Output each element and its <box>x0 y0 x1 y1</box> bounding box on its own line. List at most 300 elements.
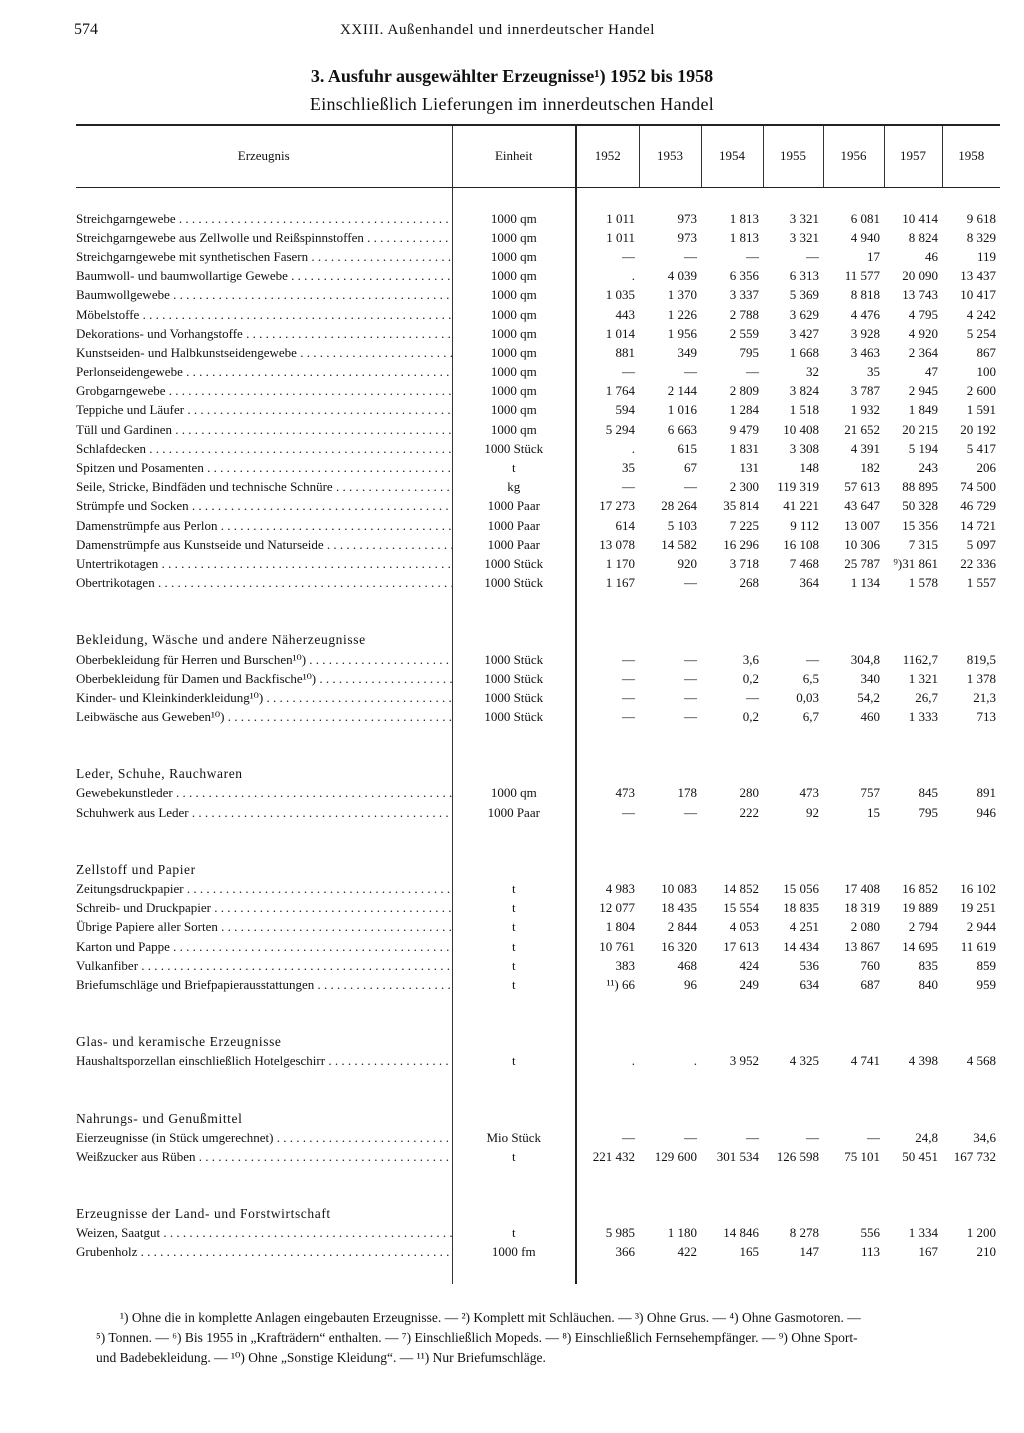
value-cell: 1 180 <box>667 1225 697 1241</box>
value-cell: 473 <box>576 784 639 803</box>
table-row <box>76 975 1000 994</box>
unit-cell: 1000 Stück <box>452 554 576 573</box>
value-cell: 3 928 <box>850 325 880 341</box>
table-row <box>76 401 1000 420</box>
row-label: Weizen, Saatgut . . . <box>76 1224 452 1243</box>
value-cell: ⁹)31 861 <box>893 555 938 571</box>
unit-cell: 1000 qm <box>452 209 576 228</box>
value-cell: 4 398 <box>908 1053 938 1069</box>
value-cell: 6 663 <box>667 421 697 437</box>
value-cell: — <box>576 478 639 497</box>
value-cell: 7 225 <box>729 517 759 533</box>
spacer-row <box>76 727 1000 765</box>
value-cell: 1 321 <box>908 670 938 686</box>
value-cell: 8 329 <box>966 229 996 245</box>
value-cell: — <box>684 575 697 591</box>
unit-cell: 1000 Stück <box>452 669 576 688</box>
spacer-cell <box>452 593 576 631</box>
value-cell: 4 983 <box>576 879 639 898</box>
spacer-cell <box>76 995 452 1033</box>
spacer-cell <box>823 727 884 765</box>
spacer-cell <box>76 1167 452 1205</box>
value-cell: 473 <box>799 785 819 801</box>
spacer-row <box>76 822 1000 860</box>
value-cell: 249 <box>739 976 759 992</box>
value-cell <box>942 765 1000 784</box>
value-cell <box>701 860 763 879</box>
row-label: Untertrikotagen . . . <box>76 554 452 573</box>
table-row <box>76 803 1000 822</box>
page-number: 574 <box>74 21 98 38</box>
spacer-cell <box>942 822 1000 860</box>
value-cell: 3 824 <box>789 383 819 399</box>
spacer-row <box>76 995 1000 1033</box>
value-cell: 13 437 <box>960 268 996 284</box>
value-cell: 13 867 <box>844 938 880 954</box>
value-cell: 12 077 <box>576 899 639 918</box>
value-cell <box>823 1033 884 1052</box>
value-cell <box>639 631 701 650</box>
value-cell: 2 600 <box>966 383 996 399</box>
value-cell: 21,3 <box>973 689 996 705</box>
value-cell: 1 011 <box>576 228 639 247</box>
value-cell: 280 <box>739 785 759 801</box>
value-cell <box>576 860 639 879</box>
value-cell: 15 056 <box>783 881 819 897</box>
unit-cell: 1000 qm <box>452 784 576 803</box>
row-label: Haushaltsporzellan einschließlich Hotelgeschirr . . . <box>76 1052 452 1071</box>
spacer-cell <box>942 593 1000 631</box>
unit-cell <box>452 1205 576 1224</box>
value-cell: 2 364 <box>908 344 938 360</box>
value-cell: 1 370 <box>667 287 697 303</box>
value-cell: 845 <box>918 785 938 801</box>
value-cell: 1 813 <box>729 229 759 245</box>
value-cell: 119 319 <box>777 479 819 495</box>
value-cell: 75 101 <box>844 1148 880 1164</box>
spacer-cell <box>763 1071 823 1109</box>
value-cell: 167 <box>918 1244 938 1260</box>
table-row <box>76 688 1000 707</box>
value-cell: 1 035 <box>576 286 639 305</box>
unit-cell: Mio Stück <box>452 1128 576 1147</box>
value-cell: 5 985 <box>576 1224 639 1243</box>
spacer-cell <box>639 995 701 1033</box>
spacer-cell <box>701 593 763 631</box>
value-cell <box>701 631 763 650</box>
spacer-cell <box>701 1262 763 1284</box>
spacer-cell <box>884 1167 942 1205</box>
value-cell: 1 849 <box>908 402 938 418</box>
table-row <box>76 956 1000 975</box>
value-cell: 100 <box>976 364 996 380</box>
table-row <box>76 535 1000 554</box>
value-cell: 14 434 <box>783 938 819 954</box>
value-cell: 210 <box>976 1244 996 1260</box>
value-cell: 18 435 <box>661 900 697 916</box>
spacer-cell <box>942 1167 1000 1205</box>
value-cell: 1 378 <box>966 670 996 686</box>
spacer-cell <box>823 822 884 860</box>
value-cell <box>763 1109 823 1128</box>
value-cell: 19 889 <box>902 900 938 916</box>
value-cell: 3 427 <box>789 325 819 341</box>
section-row <box>76 1033 1000 1052</box>
value-cell: 129 600 <box>654 1148 697 1164</box>
value-cell: 206 <box>976 460 996 476</box>
value-cell: 14 695 <box>902 938 938 954</box>
spacer-row <box>76 593 1000 631</box>
value-cell: 20 192 <box>960 421 996 437</box>
unit-cell: 1000 qm <box>452 286 576 305</box>
value-cell: 4 920 <box>908 325 938 341</box>
value-cell: 1 170 <box>576 554 639 573</box>
table-row <box>76 1243 1000 1262</box>
spacer-cell <box>452 822 576 860</box>
value-cell: — <box>746 1129 759 1145</box>
row-label: Briefumschläge und Briefpapierausstattungen . . . <box>76 975 452 994</box>
row-label: Grubenholz . . . <box>76 1243 452 1262</box>
spacer-cell <box>452 1167 576 1205</box>
value-cell: 304,8 <box>850 651 880 667</box>
value-cell: 5 103 <box>667 517 697 533</box>
value-cell: 366 <box>576 1243 639 1262</box>
value-cell <box>823 860 884 879</box>
value-cell: 2 844 <box>667 919 697 935</box>
unit-cell: 1000 qm <box>452 343 576 362</box>
row-label: Spitzen und Posamenten . . . <box>76 458 452 477</box>
value-cell: 4 940 <box>850 229 880 245</box>
value-cell: 119 <box>976 248 996 264</box>
table-row <box>76 650 1000 669</box>
value-cell: 2 945 <box>908 383 938 399</box>
value-cell: 0,03 <box>796 689 819 705</box>
spacer-cell <box>576 822 639 860</box>
value-cell: 5 194 <box>908 440 938 456</box>
value-cell: ¹¹) 66 <box>576 975 639 994</box>
header-unit: Einheit <box>452 125 576 187</box>
spacer-cell <box>884 727 942 765</box>
value-cell: . <box>576 267 639 286</box>
section-label: Glas- und keramische Erzeugnisse <box>76 1034 282 1050</box>
value-cell: — <box>576 650 639 669</box>
value-cell: 1 831 <box>729 440 759 456</box>
section-label: Leder, Schuhe, Rauchwaren <box>76 766 243 782</box>
value-cell: 2 080 <box>850 919 880 935</box>
value-cell: 2 794 <box>908 919 938 935</box>
value-cell: — <box>576 1128 639 1147</box>
spacer-cell <box>884 1071 942 1109</box>
row-label: Vulkanfiber . . . <box>76 956 452 975</box>
value-cell: 18 835 <box>783 900 819 916</box>
value-cell: 3 337 <box>729 287 759 303</box>
spacer-cell <box>823 1167 884 1205</box>
value-cell: 1 813 <box>729 210 759 226</box>
value-cell <box>763 1205 823 1224</box>
spacer-cell <box>576 995 639 1033</box>
value-cell: 4 795 <box>908 306 938 322</box>
value-cell: 178 <box>677 785 697 801</box>
value-cell: 3 321 <box>789 229 819 245</box>
value-cell: 35 814 <box>723 498 759 514</box>
header-year: 1955 <box>763 125 823 187</box>
spacer-cell <box>576 187 639 209</box>
value-cell <box>823 1205 884 1224</box>
value-cell: 4 391 <box>850 440 880 456</box>
value-cell: 18 319 <box>844 900 880 916</box>
value-cell: 867 <box>976 344 996 360</box>
value-cell: 946 <box>976 804 996 820</box>
value-cell: 11 619 <box>960 938 996 954</box>
spacer-cell <box>452 1071 576 1109</box>
value-cell: 536 <box>799 957 819 973</box>
spacer-cell <box>763 727 823 765</box>
value-cell: 349 <box>677 344 697 360</box>
value-cell: 1 334 <box>908 1225 938 1241</box>
value-cell <box>763 1033 823 1052</box>
section-row <box>76 631 1000 650</box>
spacer-cell <box>639 1262 701 1284</box>
value-cell: 13 007 <box>844 517 880 533</box>
value-cell: — <box>684 364 697 380</box>
spacer-cell <box>76 1071 452 1109</box>
table-row <box>76 708 1000 727</box>
spacer-cell <box>884 822 942 860</box>
value-cell: 4 039 <box>667 268 697 284</box>
value-cell: 7 315 <box>908 536 938 552</box>
value-cell: 859 <box>976 957 996 973</box>
value-cell: — <box>684 651 697 667</box>
value-cell: 1 226 <box>667 306 697 322</box>
value-cell: 3 718 <box>729 555 759 571</box>
spacer-cell <box>763 593 823 631</box>
row-label: Möbelstoffe . . . <box>76 305 452 324</box>
value-cell: 13 743 <box>902 287 938 303</box>
spacer-row <box>76 187 1000 209</box>
table-row <box>76 324 1000 343</box>
value-cell: — <box>806 1129 819 1145</box>
value-cell: — <box>576 363 639 382</box>
value-cell: 443 <box>576 305 639 324</box>
value-cell: 634 <box>799 976 819 992</box>
value-cell: 15 <box>867 804 880 820</box>
value-cell: 795 <box>739 344 759 360</box>
unit-cell: kg <box>452 478 576 497</box>
spacer-cell <box>452 1262 576 1284</box>
table-row <box>76 247 1000 266</box>
value-cell: 57 613 <box>844 479 880 495</box>
footnote-line: ¹) Ohne die in komplette Anlagen eingebauten Erzeugnisse. — ²) Komplett mit Schläuchen. — ³) Ohne Grus. — ⁴) Ohne Gasmotoren. — <box>120 1310 861 1325</box>
spacer-cell <box>576 727 639 765</box>
value-cell: 973 <box>677 210 697 226</box>
value-cell: 47 <box>925 364 938 380</box>
unit-cell: 1000 qm <box>452 363 576 382</box>
value-cell: 340 <box>860 670 880 686</box>
row-label: Damenstrümpfe aus Kunstseide und Naturseide . . . <box>76 535 452 554</box>
value-cell <box>942 1205 1000 1224</box>
value-cell: 1 591 <box>966 402 996 418</box>
spacer-cell <box>576 1262 639 1284</box>
row-label: Teppiche und Läufer . . . <box>76 401 452 420</box>
value-cell: 4 053 <box>729 919 759 935</box>
section-label: Zellstoff und Papier <box>76 861 196 877</box>
table-row <box>76 209 1000 228</box>
spacer-cell <box>763 1167 823 1205</box>
value-cell: — <box>684 248 697 264</box>
value-cell <box>701 1205 763 1224</box>
value-cell: 594 <box>576 401 639 420</box>
value-cell: 28 264 <box>661 498 697 514</box>
value-cell <box>763 860 823 879</box>
table-body <box>76 187 1000 1284</box>
value-cell <box>823 765 884 784</box>
value-cell: 92 <box>806 804 819 820</box>
spacer-cell <box>76 187 452 209</box>
table-row <box>76 420 1000 439</box>
header-year: 1956 <box>823 125 884 187</box>
row-label: Eierzeugnisse (in Stück umgerechnet) . . . <box>76 1128 452 1147</box>
table-row <box>76 382 1000 401</box>
spacer-cell <box>576 593 639 631</box>
unit-cell: t <box>452 975 576 994</box>
spacer-cell <box>942 1071 1000 1109</box>
value-cell: 50 451 <box>902 1148 938 1164</box>
value-cell: 1 011 <box>576 209 639 228</box>
table-row <box>76 228 1000 247</box>
value-cell: 301 534 <box>716 1148 759 1164</box>
value-cell <box>763 765 823 784</box>
value-cell <box>884 1109 942 1128</box>
value-cell <box>576 765 639 784</box>
unit-cell: t <box>452 1147 576 1166</box>
table-row <box>76 918 1000 937</box>
unit-cell: t <box>452 879 576 898</box>
value-cell: 15 356 <box>902 517 938 533</box>
value-cell: 9 112 <box>790 517 819 533</box>
value-cell <box>884 1033 942 1052</box>
running-head: XXIII. Außenhandel und innerdeutscher Handel <box>340 22 656 38</box>
value-cell <box>942 1109 1000 1128</box>
table-row <box>76 1052 1000 1071</box>
unit-cell: 1000 Stück <box>452 650 576 669</box>
spacer-cell <box>884 593 942 631</box>
row-label: Obertrikotagen . . . <box>76 574 452 593</box>
value-cell: — <box>576 803 639 822</box>
unit-cell: 1000 Paar <box>452 516 576 535</box>
value-cell: 131 <box>739 460 759 476</box>
row-label: Gewebekunstleder . . . <box>76 784 452 803</box>
value-cell: 1 333 <box>908 709 938 725</box>
value-cell: 9 479 <box>729 421 759 437</box>
value-cell: 16 320 <box>661 938 697 954</box>
spacer-cell <box>639 1167 701 1205</box>
section-row <box>76 1109 1000 1128</box>
spacer-row <box>76 1167 1000 1205</box>
table-row <box>76 669 1000 688</box>
value-cell: 2 788 <box>729 306 759 322</box>
value-cell: 14 582 <box>661 536 697 552</box>
value-cell: 614 <box>576 516 639 535</box>
spacer-cell <box>763 1262 823 1284</box>
section-row <box>76 765 1000 784</box>
row-label: Strümpfe und Socken . . . <box>76 497 452 516</box>
value-cell: 2 809 <box>729 383 759 399</box>
value-cell: 3 463 <box>850 344 880 360</box>
value-cell <box>639 1109 701 1128</box>
value-cell: 17 408 <box>844 881 880 897</box>
table-row <box>76 899 1000 918</box>
header-year: 1958 <box>942 125 1000 187</box>
value-cell: 46 <box>925 248 938 264</box>
value-cell: 147 <box>799 1244 819 1260</box>
value-cell: — <box>867 1129 880 1145</box>
value-cell: 17 613 <box>723 938 759 954</box>
value-cell: 8 818 <box>850 287 880 303</box>
row-label: Baumwollgewebe . . . <box>76 286 452 305</box>
value-cell: 1 518 <box>789 402 819 418</box>
row-label: Grobgarngewebe . . . <box>76 382 452 401</box>
value-cell: 0,2 <box>742 709 759 725</box>
value-cell: — <box>684 479 697 495</box>
value-cell: 6,5 <box>802 670 819 686</box>
value-cell: 8 278 <box>789 1225 819 1241</box>
value-cell: 10 083 <box>661 881 697 897</box>
spacer-cell <box>823 1071 884 1109</box>
value-cell: — <box>806 248 819 264</box>
unit-cell: 1000 Stück <box>452 439 576 458</box>
value-cell: 3 952 <box>729 1053 759 1069</box>
value-cell <box>763 631 823 650</box>
value-cell: — <box>746 364 759 380</box>
unit-cell: 1000 qm <box>452 228 576 247</box>
spacer-cell <box>576 1167 639 1205</box>
unit-cell: t <box>452 899 576 918</box>
value-cell: 713 <box>976 709 996 725</box>
value-cell: 615 <box>677 440 697 456</box>
unit-cell: t <box>452 937 576 956</box>
value-cell: 113 <box>860 1244 880 1260</box>
header-year: 1954 <box>701 125 763 187</box>
value-cell: 19 251 <box>960 900 996 916</box>
spacer-cell <box>884 187 942 209</box>
unit-cell <box>452 1033 576 1052</box>
value-cell: 2 144 <box>667 383 697 399</box>
value-cell: 760 <box>860 957 880 973</box>
value-cell: 2 944 <box>966 919 996 935</box>
unit-cell: 1000 qm <box>452 247 576 266</box>
unit-cell: t <box>452 918 576 937</box>
footnote-line: und Badebekleidung. — ¹⁰) Ohne „Sonstige Kleidung“. — ¹¹) Nur Briefumschläge. <box>96 1350 546 1365</box>
unit-cell: 1000 Stück <box>452 574 576 593</box>
value-cell: 14 846 <box>723 1225 759 1241</box>
value-cell: 835 <box>918 957 938 973</box>
row-label: Oberbekleidung für Damen und Backfische¹⁰) . . . <box>76 669 452 688</box>
value-cell: 1 557 <box>966 575 996 591</box>
spacer-cell <box>763 187 823 209</box>
unit-cell <box>452 631 576 650</box>
value-cell: 1 167 <box>576 574 639 593</box>
value-cell: 43 647 <box>844 498 880 514</box>
value-cell: 14 721 <box>960 517 996 533</box>
table-row <box>76 286 1000 305</box>
spacer-cell <box>942 1262 1000 1284</box>
spacer-cell <box>763 822 823 860</box>
table-row <box>76 516 1000 535</box>
spacer-cell <box>76 822 452 860</box>
value-cell <box>823 1109 884 1128</box>
value-cell: 10 414 <box>902 210 938 226</box>
value-cell: 1 016 <box>667 402 697 418</box>
